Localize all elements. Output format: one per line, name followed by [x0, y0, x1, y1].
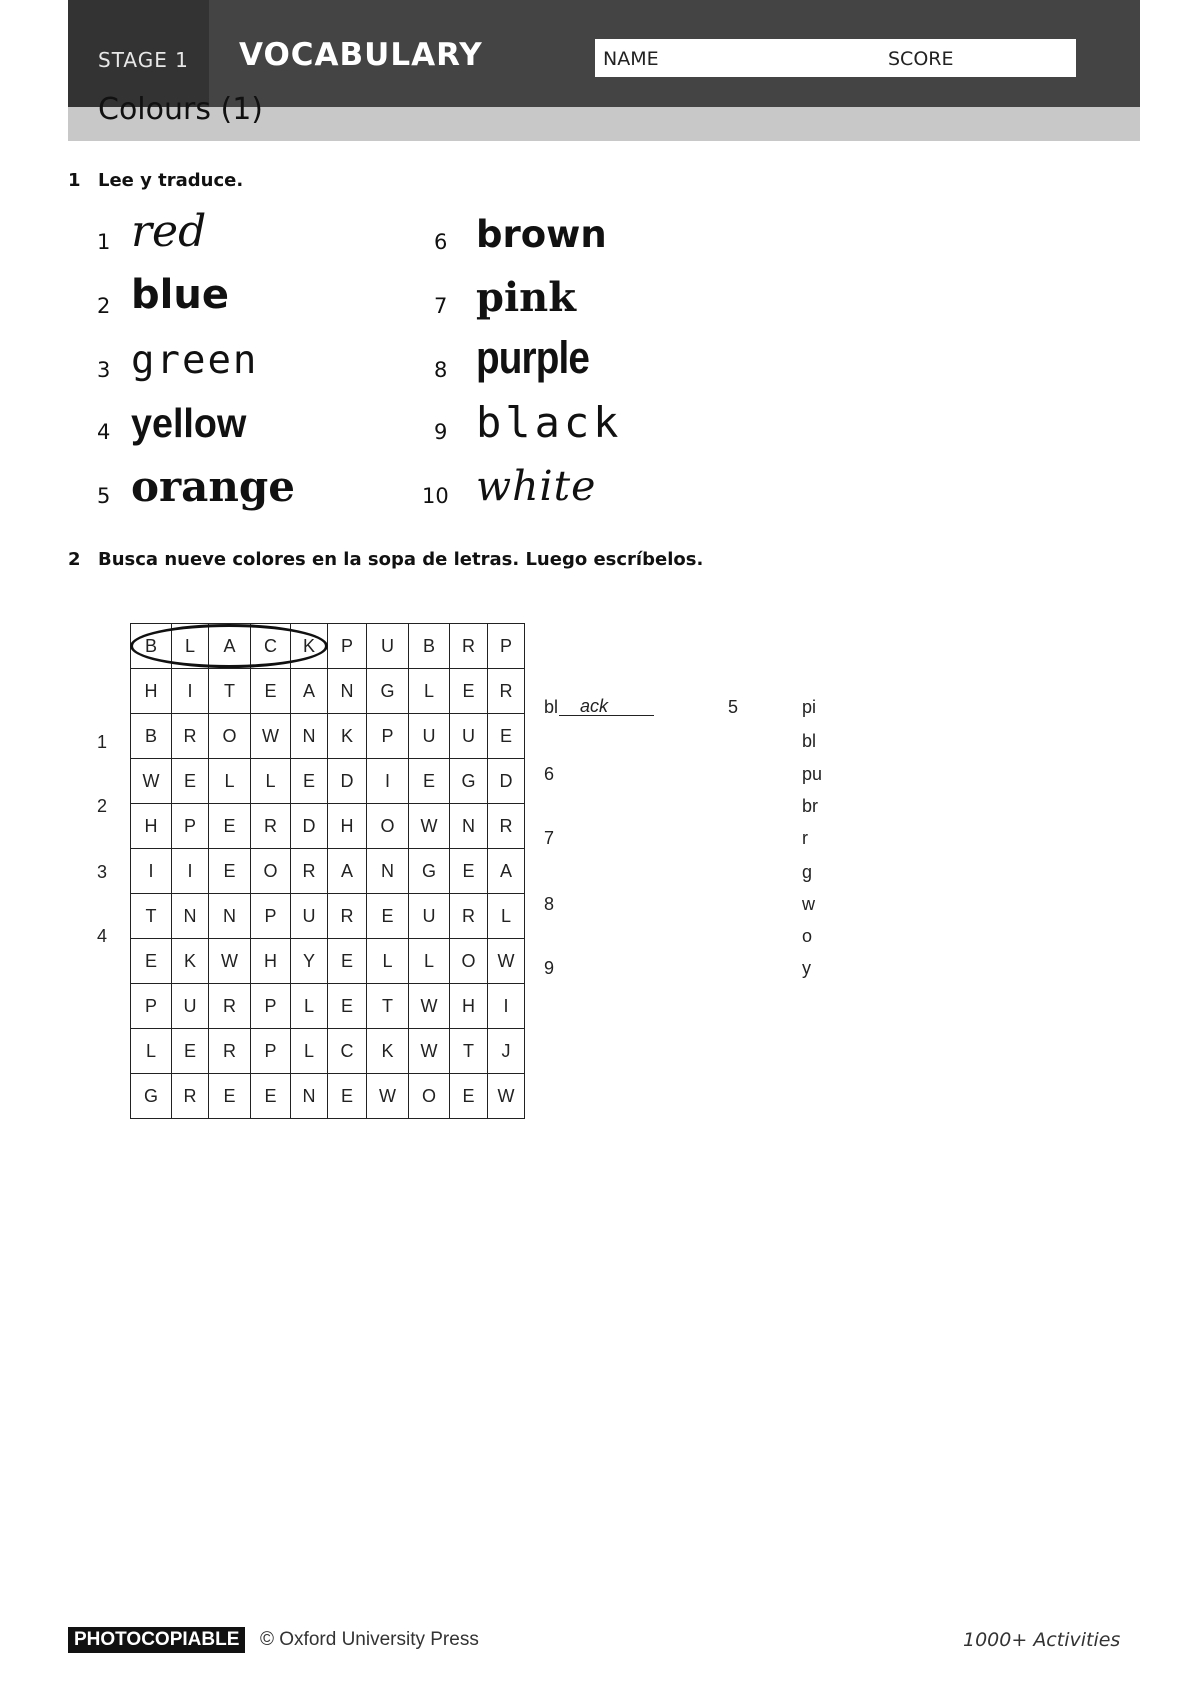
series-name: 1000+ Activities — [963, 1629, 1121, 1651]
grid-cell[interactable]: L — [209, 759, 251, 804]
grid-cell[interactable]: H — [251, 939, 291, 984]
grid-cell[interactable]: E — [450, 849, 488, 894]
grid-cell[interactable]: P — [488, 624, 525, 669]
grid-cell[interactable]: I — [172, 669, 209, 714]
name-score-field[interactable] — [595, 39, 1076, 77]
grid-cell[interactable]: K — [367, 1029, 409, 1074]
grid-cell[interactable]: P — [251, 894, 291, 939]
side-number: 3 — [97, 862, 108, 882]
grid-cell[interactable]: E — [209, 849, 251, 894]
grid-cell[interactable]: E — [131, 939, 172, 984]
grid-row — [131, 849, 525, 894]
grid-cell[interactable]: P — [131, 984, 172, 1029]
grid-cell[interactable]: U — [172, 984, 209, 1029]
grid-cell[interactable]: N — [209, 894, 251, 939]
grid-cell[interactable]: U — [409, 714, 450, 759]
grid-cell[interactable]: D — [291, 804, 328, 849]
word-orange: orange — [131, 462, 295, 511]
grid-cell[interactable]: R — [251, 804, 291, 849]
word-number: 1 — [97, 230, 111, 254]
grid-cell[interactable]: E — [328, 939, 367, 984]
grid-cell[interactable]: W — [409, 984, 450, 1029]
grid-row — [131, 714, 525, 759]
grid-cell[interactable]: R — [450, 894, 488, 939]
grid-row — [131, 1029, 525, 1074]
grid-cell[interactable]: U — [409, 894, 450, 939]
grid-cell[interactable]: K — [291, 624, 328, 669]
clue: bl — [802, 731, 817, 751]
word-red: red — [131, 206, 207, 257]
word-number: 2 — [97, 294, 111, 318]
grid-cell[interactable]: N — [328, 669, 367, 714]
grid-cell[interactable]: E — [328, 1074, 367, 1119]
header-bar — [68, 0, 1140, 107]
grid-cell[interactable]: B — [131, 714, 172, 759]
word-number: 5 — [97, 484, 111, 508]
side-number: 1 — [97, 732, 108, 752]
grid-row — [131, 759, 525, 804]
page-title: VOCABULARY — [239, 37, 483, 73]
grid-cell[interactable]: N — [450, 804, 488, 849]
grid-cell[interactable]: W — [251, 714, 291, 759]
example-prefix: bl — [544, 697, 559, 717]
grid-cell[interactable]: E — [291, 759, 328, 804]
grid-cell[interactable]: R — [328, 894, 367, 939]
score-label: SCORE — [888, 48, 954, 70]
grid-cell[interactable]: O — [367, 804, 409, 849]
grid-cell[interactable]: E — [450, 669, 488, 714]
grid-cell[interactable]: P — [251, 1029, 291, 1074]
grid-cell[interactable]: L — [131, 1029, 172, 1074]
word-brown: brown — [476, 213, 607, 256]
stage-label: STAGE 1 — [98, 48, 189, 72]
grid-cell[interactable]: I — [131, 849, 172, 894]
exercise2-text: Busca nueve colores en la sopa de letras. Luego escríbelos. — [98, 549, 704, 570]
grid-cell[interactable]: A — [209, 624, 251, 669]
grid-cell[interactable]: L — [367, 939, 409, 984]
grid-cell[interactable]: D — [328, 759, 367, 804]
example-answer: ack — [580, 696, 609, 716]
grid-cell[interactable]: T — [209, 669, 251, 714]
grid-cell[interactable]: P — [172, 804, 209, 849]
grid-cell[interactable]: E — [251, 1074, 291, 1119]
answer-number: 6 — [544, 764, 555, 784]
answer-number: 7 — [544, 828, 555, 848]
grid-cell[interactable]: W — [131, 759, 172, 804]
exercise1-text: Lee y traduce. — [98, 170, 244, 191]
grid-cell[interactable]: E — [488, 714, 525, 759]
grid-cell[interactable]: A — [291, 669, 328, 714]
grid-cell[interactable]: K — [172, 939, 209, 984]
grid-cell[interactable]: Y — [291, 939, 328, 984]
exercise2-number: 2 — [68, 549, 81, 570]
grid-cell[interactable]: L — [172, 624, 209, 669]
grid-cell[interactable]: E — [450, 1074, 488, 1119]
side-number: 4 — [97, 926, 108, 946]
word-green: green — [131, 338, 259, 383]
grid-cell[interactable]: W — [488, 939, 525, 984]
clue: pu — [802, 764, 823, 784]
grid-cell[interactable]: L — [291, 1029, 328, 1074]
grid-cell[interactable]: W — [409, 1029, 450, 1074]
grid-cell[interactable]: E — [367, 894, 409, 939]
grid-cell[interactable]: C — [328, 1029, 367, 1074]
side-number: 2 — [97, 796, 108, 816]
grid-row — [131, 669, 525, 714]
grid-cell[interactable]: O — [251, 849, 291, 894]
grid-cell[interactable]: H — [131, 669, 172, 714]
grid-cell[interactable]: R — [172, 714, 209, 759]
clue: w — [802, 894, 815, 914]
grid-cell[interactable]: P — [367, 714, 409, 759]
grid-cell[interactable]: H — [131, 804, 172, 849]
grid-cell[interactable]: U — [450, 714, 488, 759]
word-pink: pink — [476, 274, 576, 321]
black-answer-circle — [130, 624, 328, 668]
grid-cell[interactable]: E — [172, 759, 209, 804]
grid-cell[interactable]: G — [367, 669, 409, 714]
word-yellow: yellow — [131, 400, 247, 446]
word-number: 7 — [434, 294, 448, 318]
word-number: 10 — [422, 484, 449, 508]
clue: br — [802, 796, 819, 816]
grid-cell[interactable]: K — [328, 714, 367, 759]
clue: r — [802, 828, 808, 848]
grid-cell[interactable]: N — [367, 849, 409, 894]
word-number: 8 — [434, 358, 448, 382]
grid-cell[interactable]: L — [488, 894, 525, 939]
grid-cell[interactable]: P — [328, 624, 367, 669]
grid-cell[interactable]: N — [172, 894, 209, 939]
grid-cell[interactable]: T — [367, 984, 409, 1029]
grid-cell[interactable]: G — [409, 849, 450, 894]
word-purple: purple — [476, 332, 590, 383]
exercise1-number: 1 — [68, 170, 81, 191]
grid-cell[interactable]: B — [131, 624, 172, 669]
subtitle: Colours (1) — [98, 92, 263, 127]
grid-cell[interactable]: R — [291, 849, 328, 894]
grid-cell[interactable]: O — [409, 1074, 450, 1119]
grid-cell[interactable]: W — [209, 939, 251, 984]
word-blue: blue — [131, 272, 229, 318]
grid-cell[interactable]: U — [367, 624, 409, 669]
grid-cell[interactable]: R — [488, 804, 525, 849]
answer-number: 9 — [544, 958, 555, 978]
grid-cell[interactable]: I — [488, 984, 525, 1029]
grid-cell[interactable]: G — [131, 1074, 172, 1119]
publisher-credit: © Oxford University Press — [260, 1629, 479, 1650]
answer-number: 8 — [544, 894, 555, 914]
grid-cell[interactable]: J — [488, 1029, 525, 1074]
word-number: 3 — [97, 358, 111, 382]
grid-cell[interactable]: T — [131, 894, 172, 939]
grid-cell[interactable]: B — [409, 624, 450, 669]
grid-cell[interactable]: A — [488, 849, 525, 894]
grid-cell[interactable]: I — [172, 849, 209, 894]
clue: y — [802, 958, 811, 978]
word-number: 9 — [434, 420, 448, 444]
grid-cell[interactable]: R — [488, 669, 525, 714]
grid-row — [131, 804, 525, 849]
word-white: white — [476, 462, 597, 510]
grid-row — [131, 984, 525, 1029]
grid-cell[interactable]: L — [409, 669, 450, 714]
grid-cell[interactable]: R — [209, 1029, 251, 1074]
grid-cell[interactable]: E — [209, 804, 251, 849]
grid-cell[interactable]: O — [209, 714, 251, 759]
grid-cell[interactable]: D — [488, 759, 525, 804]
grid-cell[interactable]: W — [488, 1074, 525, 1119]
word-number: 4 — [97, 420, 111, 444]
grid-cell[interactable]: N — [291, 714, 328, 759]
word-number: 6 — [434, 230, 448, 254]
grid-cell[interactable]: L — [409, 939, 450, 984]
word-search-grid — [130, 623, 525, 1119]
name-label: NAME — [603, 48, 659, 70]
grid-cell[interactable]: G — [450, 759, 488, 804]
grid-cell[interactable]: T — [450, 1029, 488, 1074]
grid-cell[interactable]: R — [209, 984, 251, 1029]
grid-cell[interactable]: A — [328, 849, 367, 894]
word-black: black — [476, 398, 623, 447]
grid-cell[interactable]: O — [450, 939, 488, 984]
grid-cell[interactable]: E — [409, 759, 450, 804]
grid-row — [131, 939, 525, 984]
answer-number: 5 — [728, 697, 739, 717]
grid-row — [131, 1074, 525, 1119]
grid-cell[interactable]: W — [409, 804, 450, 849]
grid-cell[interactable]: I — [367, 759, 409, 804]
clue: g — [802, 862, 813, 882]
grid-cell[interactable]: W — [367, 1074, 409, 1119]
stage-box — [68, 0, 209, 107]
grid-cell[interactable]: E — [172, 1029, 209, 1074]
grid-cell[interactable]: U — [291, 894, 328, 939]
grid-cell[interactable]: E — [328, 984, 367, 1029]
grid-cell[interactable]: H — [450, 984, 488, 1029]
grid-cell[interactable]: P — [251, 984, 291, 1029]
clue: pi — [802, 697, 817, 717]
grid-cell[interactable]: C — [251, 624, 291, 669]
grid-cell[interactable]: N — [291, 1074, 328, 1119]
grid-row — [131, 894, 525, 939]
grid-cell[interactable]: R — [172, 1074, 209, 1119]
grid-cell[interactable]: E — [209, 1074, 251, 1119]
grid-cell[interactable]: H — [328, 804, 367, 849]
photocopiable-badge: PHOTOCOPIABLE — [68, 1627, 245, 1653]
grid-cell[interactable]: E — [251, 669, 291, 714]
clue: o — [802, 926, 813, 946]
grid-cell[interactable]: L — [291, 984, 328, 1029]
grid-cell[interactable]: L — [251, 759, 291, 804]
grid-cell[interactable]: R — [450, 624, 488, 669]
